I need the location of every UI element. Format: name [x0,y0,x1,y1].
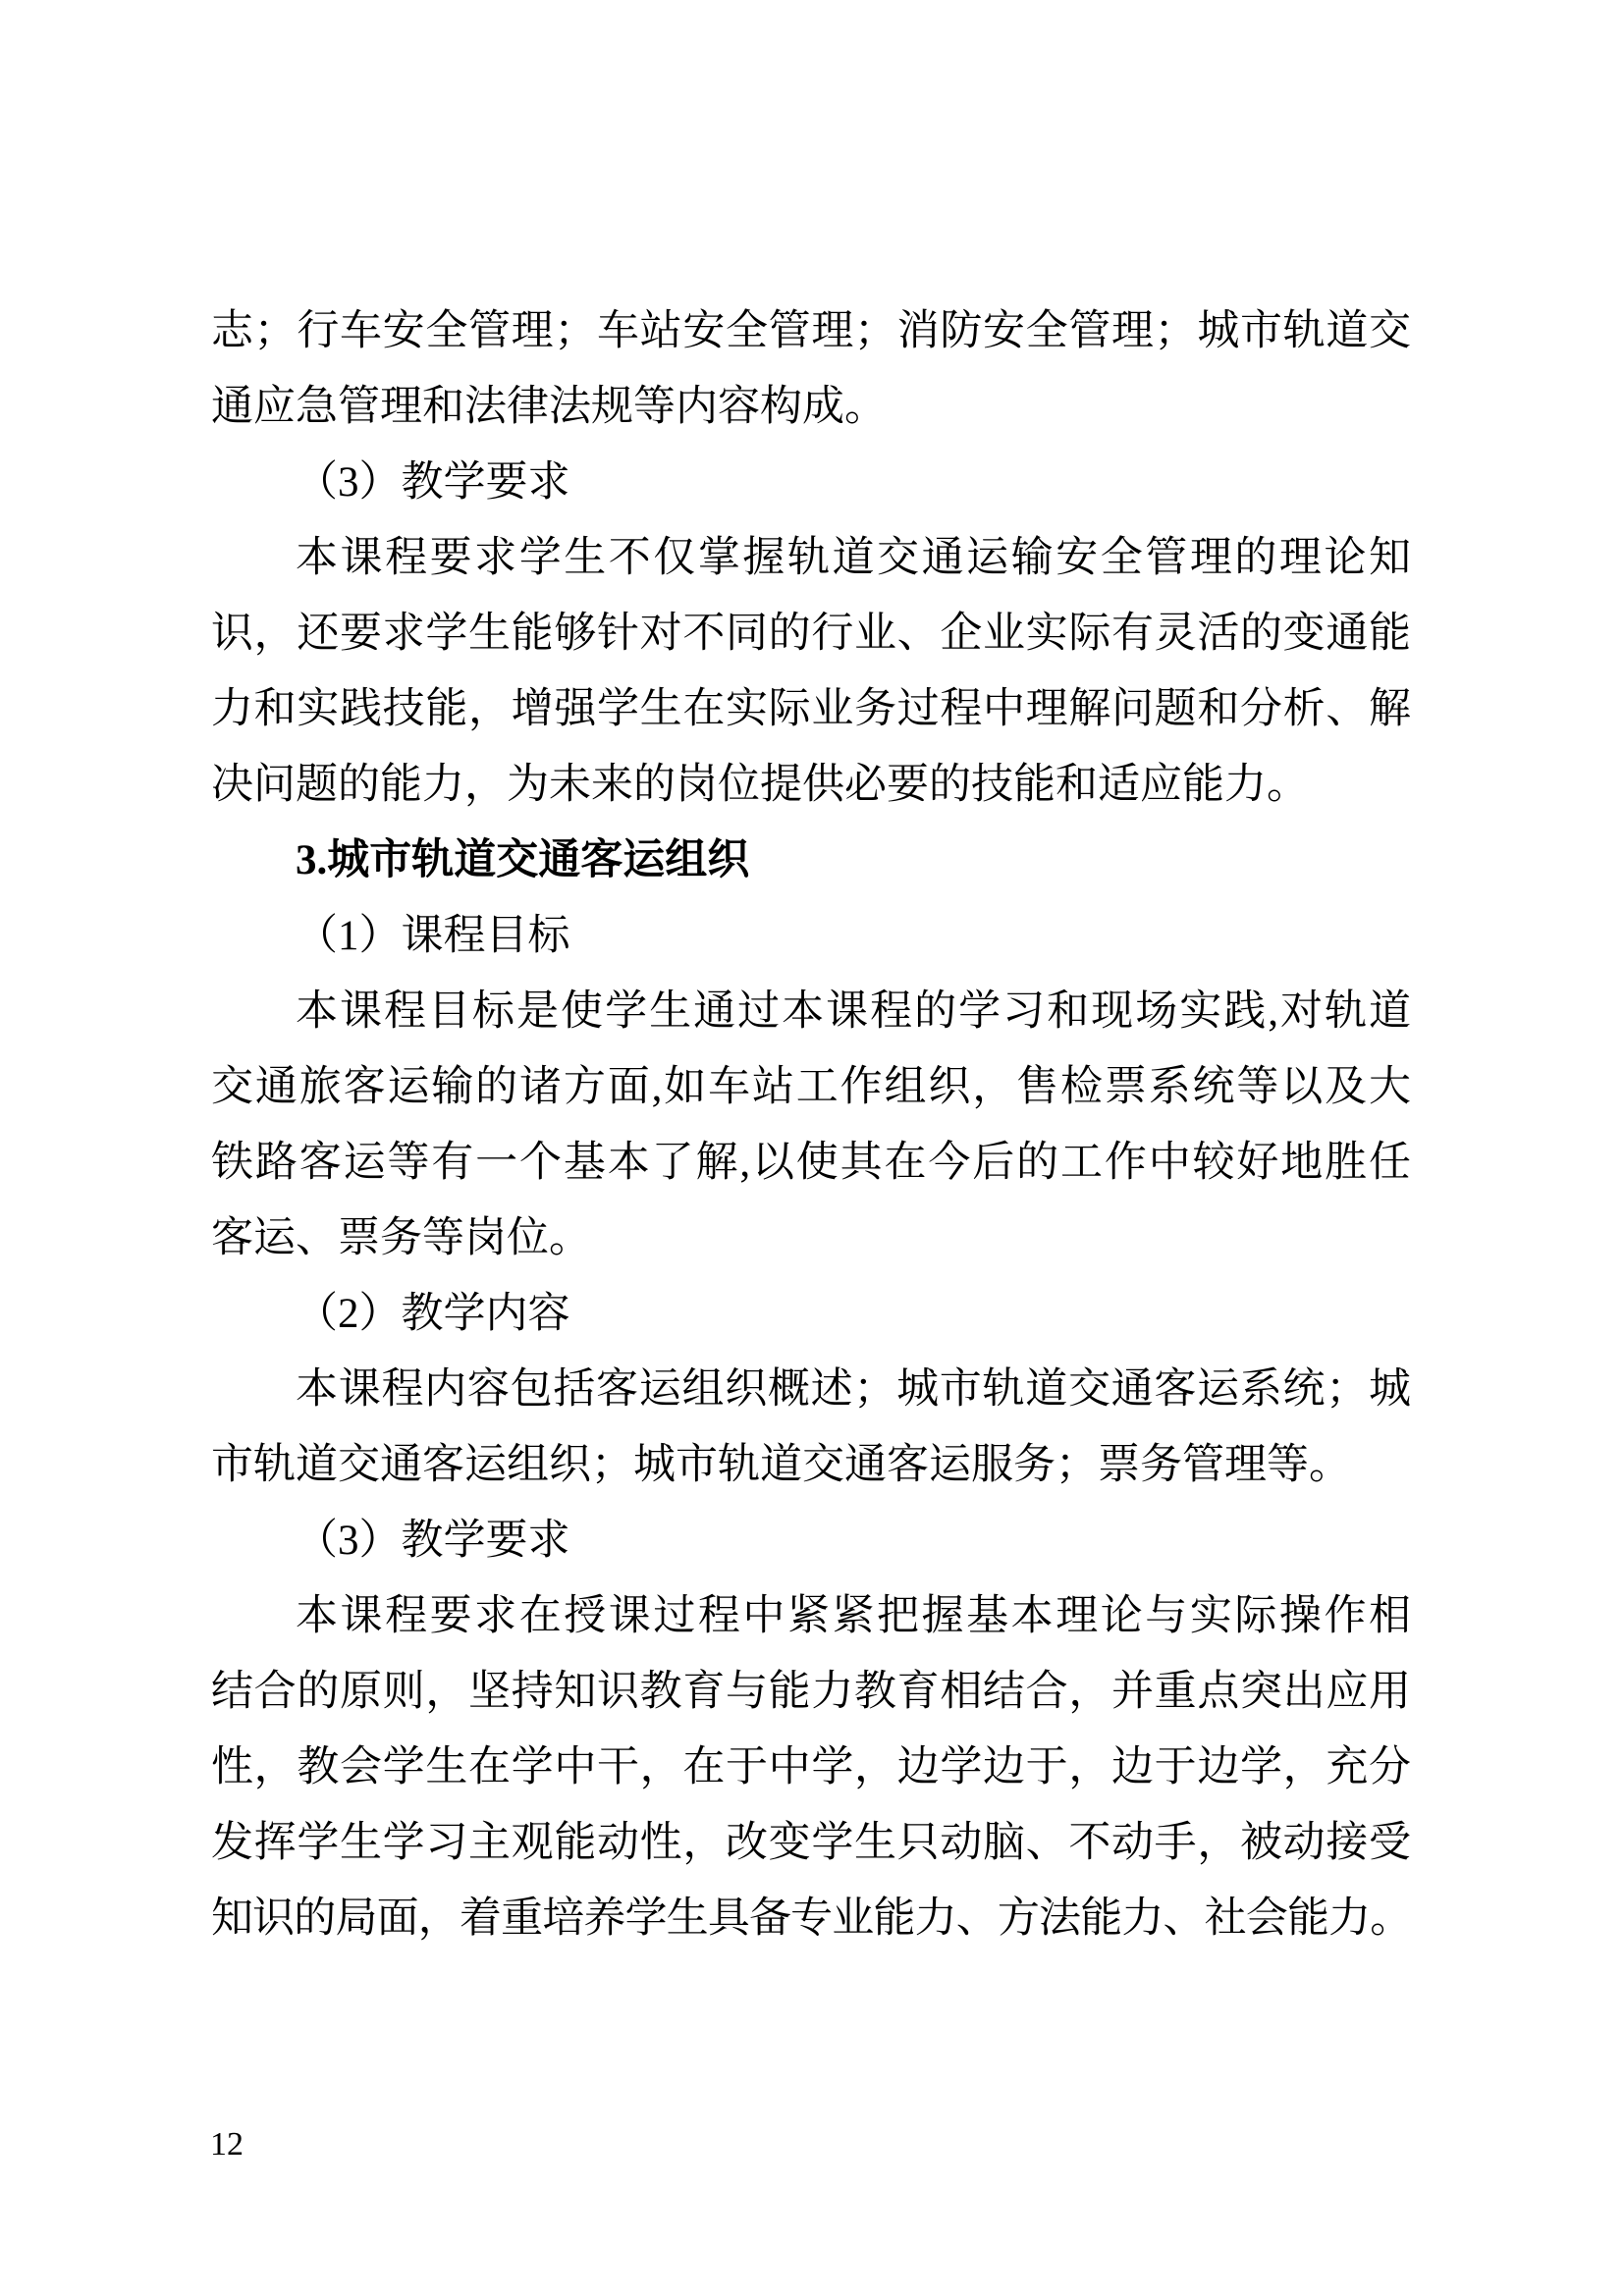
body-text-line: 交通旅客运输的诸方面,如车站工作组织，售检票系统等以及大 [211,1064,1411,1110]
section-heading: 3.城市轨道交通客运组织 [296,837,750,883]
body-text-line: 结合的原则，坚持知识教育与能力教育相结合，并重点突出应用 [211,1669,1411,1715]
body-text-line: 本课程目标是使学生通过本课程的学习和现场实践,对轨道 [296,988,1411,1035]
document-body [211,294,1411,1956]
body-text-line: 决问题的能力，为未来的岗位提供必要的技能和适应能力。 [211,762,1309,808]
body-text-line: 铁路客运等有一个基本了解,以使其在今后的工作中较好地胜任 [211,1140,1411,1186]
body-text-line: 知识的局面，着重培养学生具备专业能力、方法能力、社会能力。 [211,1896,1411,1942]
page-number: 12 [210,2126,244,2163]
body-text-line: 力和实践技能，增强学生在实际业务过程中理解问题和分析、解 [211,686,1411,732]
body-text-line: 识，还要求学生能够针对不同的行业、企业实际有灵活的变通能 [211,611,1411,657]
body-text-line: 性，教会学生在学中干，在于中学，边学边于，边于边学，充分 [211,1744,1411,1790]
body-text-line: 本课程要求学生不仅掌握轨道交通运输安全管理的理论知 [296,535,1411,581]
body-text-line: 本课程内容包括客运组织概述；城市轨道交通客运系统；城 [296,1366,1411,1413]
subsection-heading: （3）教学要求 [296,1518,570,1564]
subsection-heading: （3）教学要求 [296,459,570,506]
subsection-heading: （1）课程目标 [296,913,570,959]
body-text-line: 发挥学生学习主观能动性，改变学生只动脑、不动手，被动接受 [211,1820,1411,1866]
body-text-line: 本课程要求在授课过程中紧紧把握基本理论与实际操作相 [296,1593,1411,1639]
body-text-line: 志；行车安全管理；车站安全管理；消防安全管理；城市轨道交 [211,308,1411,354]
body-text-line: 市轨道交通客运组织；城市轨道交通客运服务；票务管理等。 [211,1442,1351,1488]
subsection-heading: （2）教学内容 [296,1291,570,1337]
body-text-line: 客运、票务等岗位。 [211,1215,591,1261]
body-text-line: 通应急管理和法律法规等内容构成。 [211,384,887,430]
